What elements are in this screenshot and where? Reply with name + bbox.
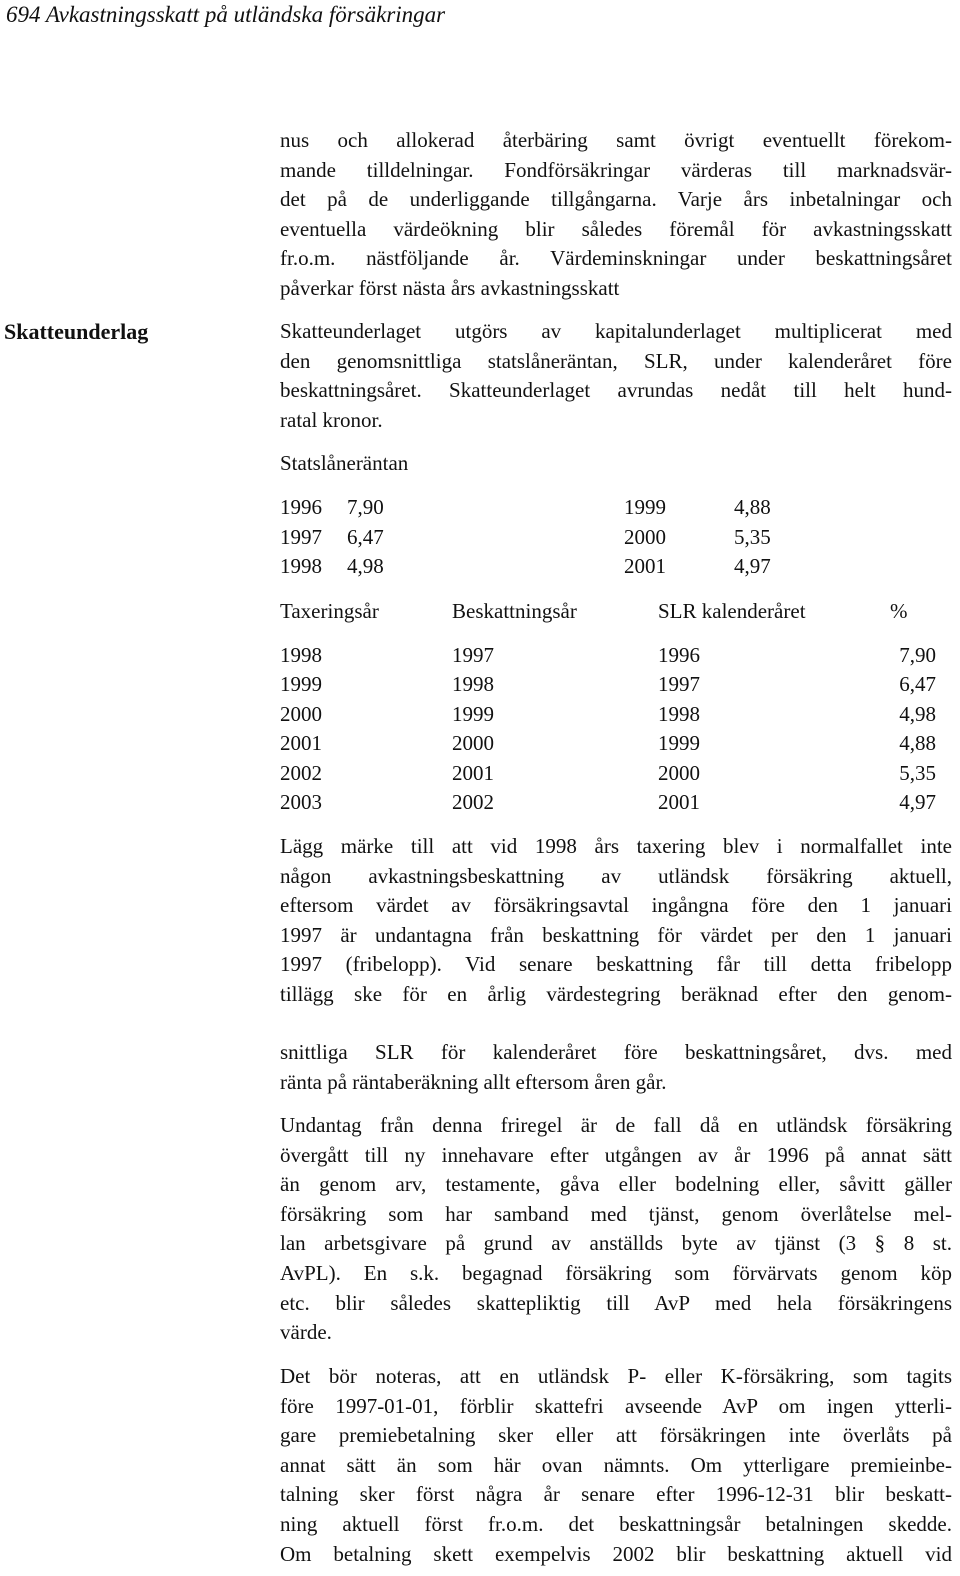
slr-value: 4,98 [347,554,384,578]
skatteunderlag-paragraph [280,317,952,435]
table-cell: 7,90 [899,642,936,667]
text-line: före 1997-01-01, förblir skattefri avseende AvP om ingen ytterli- [280,1393,952,1418]
text-line: beskattningsåret. Skatteunderlaget avrundas nedåt till helt hund- [280,378,952,403]
slr-year: 1997 [280,524,322,549]
table-cell: 2002 [452,790,494,814]
text-line: AvPL). En s.k. begagnad försäkring som förvärvats genom köp [280,1260,952,1285]
text-line: någon avkastningsbeskattning av utländsk försäkring aktuell, [280,863,952,888]
table-cell: 5,35 [899,760,936,785]
text-line: än genom arv, testamente, gåva eller bodelning eller, såvitt gäller [280,1172,952,1197]
text-line: eftersom värdet av försäkringsavtal ingångna före den 1 januari [280,893,952,918]
table-row [280,759,952,789]
text-line: Undantag från denna friregel är de fall då en utländsk försäkring [280,1113,952,1137]
text-line: lan arbetsgivare på grund av anställds byte av tjänst (3 § 8 st. [280,1231,952,1256]
slr-row [280,493,952,523]
text-line: Om betalning skett exempelvis 2002 blir beskattning aktuell vid [280,1541,952,1566]
header-beskattningsar: Beskattningsår [452,599,577,623]
table-row [280,788,952,818]
table-cell: 2001 [280,731,322,755]
note-paragraph [280,832,952,1010]
table-row [280,700,952,730]
text-line: mande tilldelningar. Fondförsäkringar värderas till marknadsvär- [280,157,952,182]
text-line: den genomsnittliga statslåneräntan, SLR, under kalenderåret före [280,348,952,373]
note-paragraph-continued [280,1038,952,1097]
table-cell: 1998 [452,672,494,696]
slr-year: 2001 [624,554,666,578]
table-cell: 2002 [280,760,322,785]
slr-year: 1996 [280,495,322,519]
text-line: det på de underliggande tillgångarna. Varje års inbetalningar och [280,187,952,212]
table-cell: 4,88 [899,731,936,755]
text-line: talning sker först några år senare efter 1996-12-31 blir beskatt- [280,1482,952,1507]
table-cell: 6,47 [899,672,936,696]
section-heading-skatteunderlag: Skatteunderlag [4,319,149,344]
slr-value: 4,97 [734,554,771,578]
text-line: annat sätt än som här ovan nämnts. Om ytterligare premieinbe- [280,1452,952,1477]
table-cell: 2001 [658,790,700,814]
slr-row [280,552,952,582]
slr-row [280,523,952,553]
table-row [280,729,952,759]
slr-year: 1999 [624,495,666,519]
table-cell: 4,97 [899,790,936,814]
text-line: ränta på räntaberäkning allt eftersom åren går. [280,1069,667,1094]
table-cell: 1997 [452,642,494,667]
table-cell: 2000 [280,701,322,726]
text-line: etc. blir således skattepliktig till AvP med hela försäkringens [280,1290,952,1315]
slr-label-block [280,449,952,479]
table-cell: 1999 [658,731,700,755]
text-line: Skatteunderlaget utgörs av kapitalunderlaget multiplicerat med [280,319,952,343]
slr-year: 1998 [280,554,322,578]
text-line: gare premiebetalning sker eller att försäkringen inte överlåts på [280,1423,952,1448]
text-line: påverkar först nästa års avkastningsskatt [280,275,620,300]
slr-year: 2000 [624,524,666,549]
text-line: tillägg ske för en årlig värdestegring beräknad efter den genom- [280,981,952,1006]
text-line: ning aktuell först fr.o.m. det beskattningsår betalningen skedde. [280,1511,952,1536]
table-cell: 2003 [280,790,322,814]
slr-label: Statslåneräntan [280,451,409,475]
table-cell: 4,98 [899,701,936,726]
slr-value: 7,90 [347,495,384,519]
page-header: 694 Avkastningsskatt på utländska försäkringar [6,2,446,27]
header-slr-kalenderaret: SLR kalenderåret [658,599,806,623]
table-cell: 2000 [658,760,700,785]
exception-paragraph [280,1111,952,1348]
slr-value: 4,88 [734,495,771,519]
text-line: 1997 är undantagna från beskattning för värdet per den 1 januari [280,922,952,947]
text-line: 1997 (fribelopp). Vid senare beskattning får till detta fribelopp [280,952,952,977]
table-cell: 2001 [452,760,494,785]
slr-value: 5,35 [734,524,771,549]
table-cell: 1998 [280,642,322,667]
text-line: Det bör noteras, att en utländsk P- eller K-försäkring, som tagits [280,1364,952,1388]
text-line: snittliga SLR för kalenderåret före beskattningsåret, dvs. med [280,1040,952,1064]
tax-table [280,597,952,818]
table-cell: 1997 [658,672,700,696]
header-percent: % [890,599,908,623]
intro-paragraph [280,126,952,304]
text-line: fr.o.m. nästföljande år. Värdeminskningar under beskattningsåret [280,246,952,271]
slr-values [280,493,952,582]
header-taxeringsar: Taxeringsår [280,599,379,623]
text-line: nus och allokerad återbäring samt övrigt eventuellt förekom- [280,128,952,152]
table-row [280,641,952,671]
final-paragraph [280,1362,952,1569]
text-line: ratal kronor. [280,407,383,432]
table-cell: 1998 [658,701,700,726]
text-line: Lägg märke till att vid 1998 års taxering blev i normalfallet inte [280,834,952,858]
text-line: försäkring som har samband med tjänst, genom överlåtelse mel- [280,1201,952,1226]
table-cell: 1996 [658,642,700,667]
table-cell: 1999 [280,672,322,696]
tax-table-header [280,597,952,627]
text-line: värde. [280,1320,332,1345]
slr-value: 6,47 [347,524,384,549]
table-row [280,670,952,700]
text-line: övergått till ny innehavare efter utgången av år 1996 på annat sätt [280,1142,952,1167]
text-line: eventuella värdeökning blir således föremål för avkastningsskatt [280,216,952,241]
table-cell: 1999 [452,701,494,726]
table-cell: 2000 [452,731,494,755]
